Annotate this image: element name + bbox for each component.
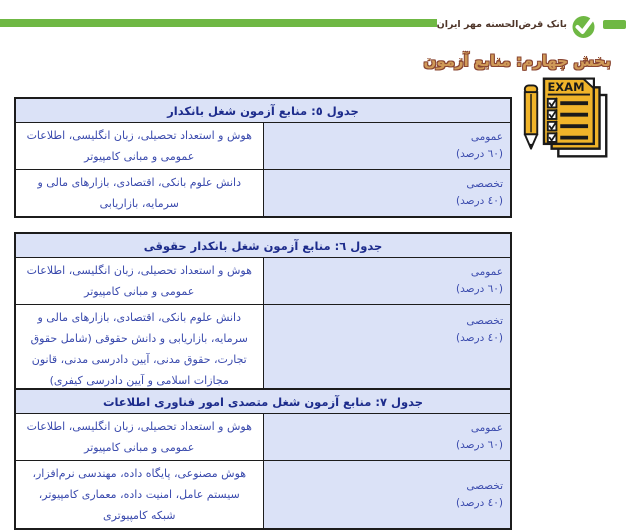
table-row	[15, 123, 511, 170]
table-5-banker	[14, 97, 512, 218]
table-row	[15, 305, 511, 395]
row-percent: (٦٠ درصد)	[456, 148, 503, 160]
header-corner-tab	[603, 20, 626, 29]
table-row	[15, 414, 511, 461]
row-content: هوش مصنوعی، پایگاه داده، مهندسی نرم‌افزار، سیستم عامل، امنیت داده، معماری کامپیوتر، شبکه کامپیوتری	[15, 461, 263, 530]
bank-brand-name: بانک قرض‌الحسنه مهر ایران	[436, 19, 567, 30]
row-label-cell	[263, 258, 511, 305]
table-row	[15, 461, 511, 530]
row-label: تخصصی	[466, 479, 503, 492]
row-content: هوش و استعداد تحصیلی، زبان انگلیسی، اطلاعات عمومی و مبانی کامپیوتر	[15, 123, 263, 170]
pencil-icon	[525, 85, 537, 148]
row-label-cell	[263, 305, 511, 395]
row-percent: (٤٠ درصد)	[456, 195, 503, 207]
row-label-cell	[263, 461, 511, 530]
row-label: عمومی	[470, 131, 503, 143]
row-label: عمومی	[470, 422, 503, 434]
section-title: بخش چهارم: منابع آزمون	[423, 52, 611, 70]
row-label: تخصصی	[466, 315, 503, 327]
row-label-cell	[263, 170, 511, 218]
bank-logo-check-icon	[571, 12, 599, 40]
row-label-cell	[263, 414, 511, 461]
header-green-bar	[0, 19, 437, 27]
table-row	[15, 170, 511, 218]
table-title: جدول ٦: منابع آزمون شغل بانکدار حقوقی	[15, 233, 511, 258]
row-content: دانش علوم بانکی، اقتصادی، بازارهای مالی و سرمایه، بازاریابی و دانش حقوقی (شامل حقوق تجارت، حقوق مدنی، آیین دادرسی مدنی، قانون مجازات اسلامی و آیین دادرسی کیفری)	[15, 305, 263, 395]
table-6-legal-banker	[14, 232, 512, 395]
row-label: عمومی	[470, 266, 503, 278]
row-label-cell	[263, 123, 511, 170]
row-label: تخصصی	[466, 178, 503, 190]
row-percent: (٦٠ درصد)	[456, 439, 503, 451]
table-row	[15, 258, 511, 305]
row-percent: (٦٠ درصد)	[456, 283, 503, 295]
row-percent: (٤٠ درصد)	[456, 332, 503, 344]
table-title: جدول ٧: منابع آزمون شغل متصدی امور فناوری اطلاعات	[15, 389, 511, 414]
exam-icon-label: EXAM	[547, 80, 585, 95]
row-content: دانش علوم بانکی، اقتصادی، بازارهای مالی و سرمایه، بازاریابی	[15, 170, 263, 218]
exam-papers-icon	[520, 73, 612, 163]
table-7-it-operator	[14, 388, 512, 530]
row-content: هوش و استعداد تحصیلی، زبان انگلیسی، اطلاعات عمومی و مبانی کامپیوتر	[15, 414, 263, 461]
row-content: هوش و استعداد تحصیلی، زبان انگلیسی، اطلاعات عمومی و مبانی کامپیوتر	[15, 258, 263, 305]
row-percent: (٤٠ درصد)	[456, 496, 503, 509]
paper-stack	[544, 79, 606, 157]
table-title: جدول ٥: منابع آزمون شغل بانکدار	[15, 98, 511, 123]
